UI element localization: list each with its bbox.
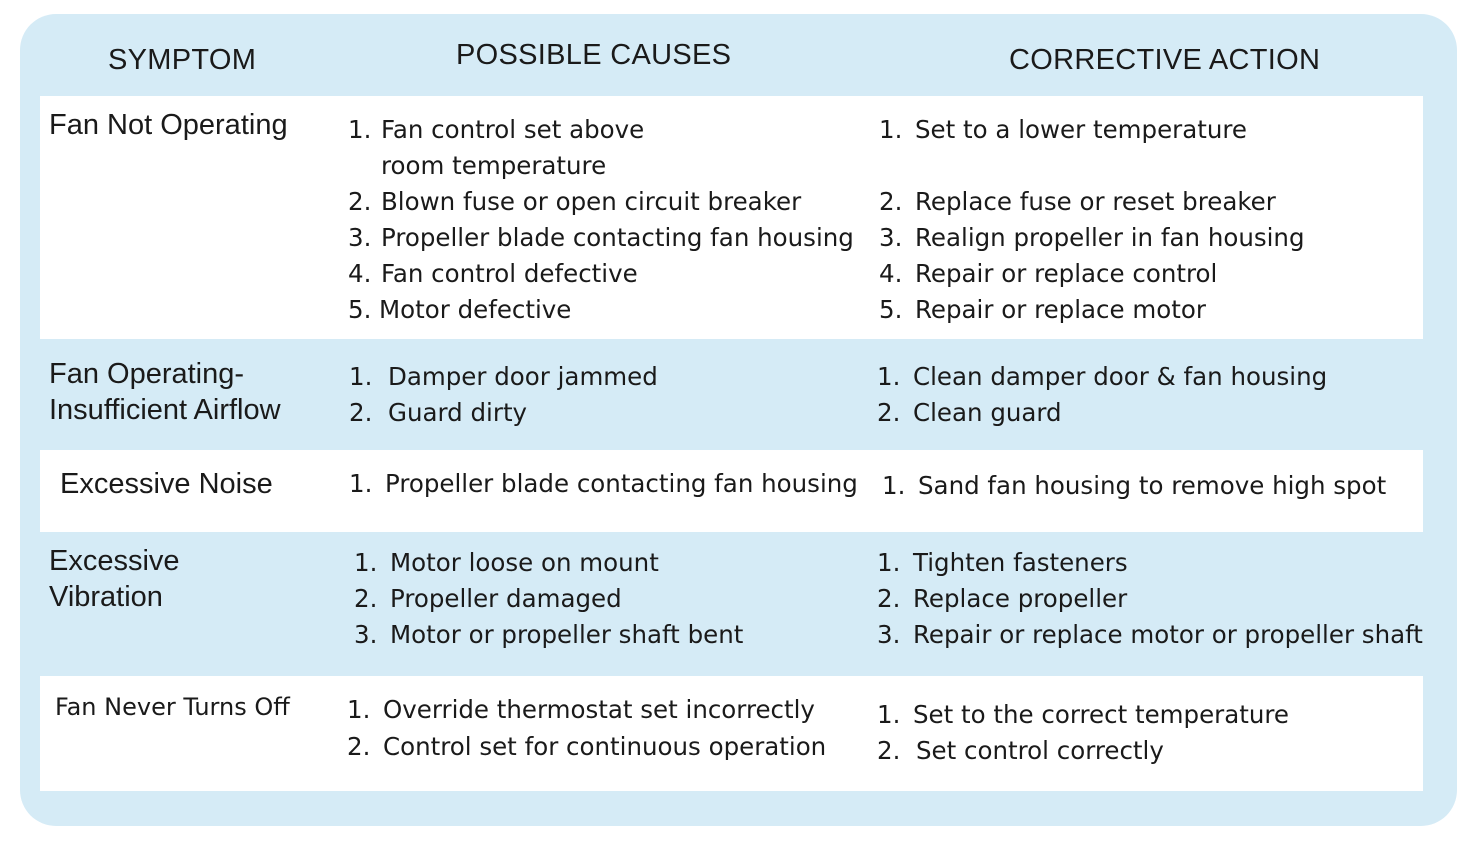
list-item: 1. Sand fan housing to remove high spot (882, 471, 1387, 500)
list-item: 1. Tighten fasteners (877, 548, 1128, 577)
possible-causes-list (347, 692, 826, 765)
list-item: 1. Fan control set above room temperature (348, 115, 645, 180)
list-item: 2. Propeller damaged (354, 584, 622, 613)
list-item: 4. Repair or replace control (879, 259, 1218, 288)
list-item: 1. Set to a lower temperature (879, 115, 1247, 144)
header-symptom: SYMPTOM (108, 44, 257, 76)
corrective-actions-list (882, 468, 1386, 504)
list-item: 1. Propeller blade contacting fan housing (349, 469, 858, 498)
corrective-actions-list (877, 545, 1423, 653)
symptom-label: Excessive Noise (60, 468, 273, 500)
list-item: 1. Set to the correct temperature (877, 700, 1289, 729)
list-item: 5. Motor defective (348, 295, 572, 324)
list-item: 3. Repair or replace motor or propeller shaft (877, 620, 1423, 649)
list-item: 3. Motor or propeller shaft bent (354, 620, 744, 649)
symptom-label: Fan Operating- Insufficient Airflow (49, 358, 281, 426)
list-item: 4. Fan control defective (348, 259, 638, 288)
corrective-actions-list (879, 112, 1305, 328)
possible-causes-list (349, 359, 658, 431)
list-item: 2. Guard dirty (349, 398, 528, 427)
symptom-label: Fan Never Turns Off (55, 693, 290, 721)
list-item: 2. Replace fuse or reset breaker (879, 187, 1276, 216)
possible-causes-list (354, 545, 743, 653)
corrective-actions-list (877, 359, 1327, 431)
list-item: 2. Replace propeller (877, 584, 1128, 613)
corrective-actions-list (877, 697, 1289, 769)
list-item: 5. Repair or replace motor (879, 295, 1206, 324)
list-item: 3. Propeller blade contacting fan housing (348, 223, 854, 252)
header-corrective-action: CORRECTIVE ACTION (1009, 44, 1321, 76)
possible-causes-list (348, 112, 854, 328)
symptom-label: Fan Not Operating (49, 109, 288, 141)
list-item: 1. Damper door jammed (349, 362, 658, 391)
header-possible-causes: POSSIBLE CAUSES (456, 39, 732, 71)
list-item: 2. Set control correctly (877, 736, 1164, 765)
list-item: 1. Clean damper door & fan housing (877, 362, 1328, 391)
list-item: 1. Motor loose on mount (354, 548, 659, 577)
list-item: 3. Realign propeller in fan housing (879, 223, 1305, 252)
list-item: 2. Blown fuse or open circuit breaker (348, 187, 802, 216)
list-item: 1. Override thermostat set incorrectly (347, 695, 815, 724)
possible-causes-list (349, 466, 858, 502)
symptom-label: Excessive Vibration (49, 545, 180, 613)
list-item: 2. Clean guard (877, 398, 1062, 427)
list-item: 2. Control set for continuous operation (347, 732, 827, 761)
